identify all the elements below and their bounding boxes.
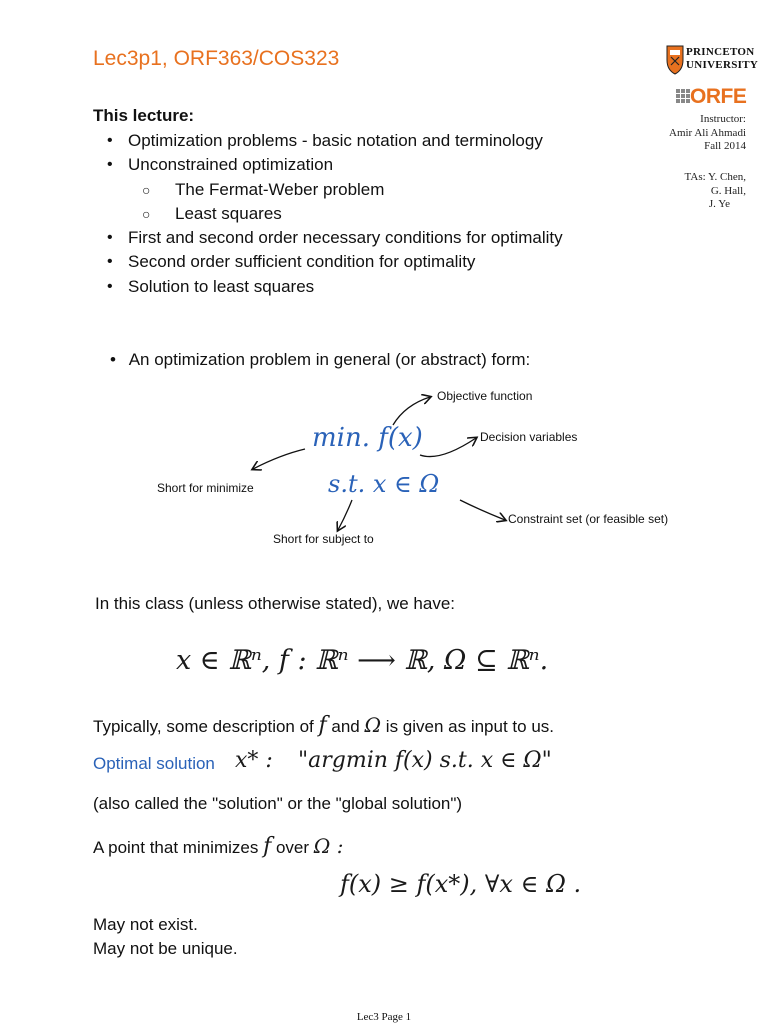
optimal-x: x* :: [235, 748, 273, 773]
bullet-icon: •: [107, 277, 113, 295]
arrow-objective: [393, 397, 430, 425]
in-this-class: In this class (unless otherwise stated), we have:: [95, 594, 455, 613]
bullet-icon: •: [110, 350, 116, 369]
handwritten-st: s.t. x ∈ Ω: [328, 470, 440, 498]
optimality-inequality: f(x) ≥ f(x*), ∀x ∈ Ω .: [340, 870, 582, 898]
page-footer: Lec3 Page 1: [356, 1011, 412, 1023]
outline-item: • First and second order necessary conditions for optimality: [128, 226, 648, 250]
label-decision: Decision variables: [480, 430, 578, 444]
instructor-label: Instructor:: [700, 113, 746, 125]
typically-line: Typically, some description of f and Ω is given as input to us.: [93, 713, 554, 738]
outline-subitem: ○ Least squares: [128, 202, 648, 226]
general-form-bullet: • An optimization problem in general (or abstract) form:: [110, 350, 531, 369]
lecture-outline: [107, 129, 648, 299]
princeton-logo: [664, 44, 760, 76]
label-objective: Objective function: [437, 389, 533, 403]
outline-item: • Optimization problems - basic notation and terminology: [128, 129, 648, 153]
arrow-constraint: [460, 500, 505, 520]
arrow-subject: [338, 500, 352, 530]
optimal-argmin: "argmin f(x) s.t. x ∈ Ω": [298, 748, 552, 773]
circle-bullet-icon: ○: [142, 205, 151, 222]
outline-item: • Second order sufficient condition for optimality: [128, 250, 648, 274]
instructor-name: Amir Ali Ahmadi: [669, 126, 746, 139]
bullet-icon: •: [107, 156, 113, 174]
orfe-logo: [676, 87, 760, 109]
point-minimizes: A point that minimizes f over Ω :: [93, 834, 344, 859]
also-called: (also called the "solution" or the "global solution"): [93, 794, 463, 813]
bullet-icon: •: [107, 132, 113, 149]
bullet-icon: •: [107, 229, 113, 247]
outline-item: • Unconstrained optimization: [128, 153, 648, 177]
tas-line-3: J. Ye: [708, 198, 730, 210]
bullet-icon: •: [107, 253, 113, 271]
tas-line-2: G. Hall,: [710, 184, 746, 197]
lecture-heading: This lecture:: [93, 106, 195, 125]
circle-bullet-icon: ○: [142, 181, 151, 198]
label-minimize: Short for minimize: [157, 481, 254, 495]
outline-subitem: ○ The Fermat-Weber problem: [128, 178, 648, 202]
notation-diagram: [0, 380, 768, 555]
handwritten-min: min. f(x): [312, 423, 423, 453]
arrow-minimize: [253, 449, 305, 469]
lecture-title: Lec3p1, ORF363/COS323: [93, 47, 340, 70]
handwritten-spaces: x ∈ ℝⁿ, f : ℝⁿ ⟶ ℝ, Ω ⊆ ℝⁿ.: [176, 645, 549, 676]
arrow-decision: [420, 438, 476, 457]
may-not-be-unique: May not be unique.: [93, 939, 238, 958]
tas-line-1: TAs: Y. Chen,: [684, 171, 746, 183]
may-not-exist: May not exist.: [93, 915, 198, 934]
label-constraint: Constraint set (or feasible set): [508, 512, 669, 526]
princeton-wordmark: PRINCETON UNIVERSITY: [686, 46, 759, 71]
term: Fall 2014: [704, 140, 746, 152]
label-subject: Short for subject to: [273, 532, 374, 546]
orfe-wordmark: ORFE: [690, 85, 747, 108]
outline-item: • Solution to least squares: [128, 275, 648, 299]
optimal-solution-label: Optimal solution: [93, 754, 215, 773]
